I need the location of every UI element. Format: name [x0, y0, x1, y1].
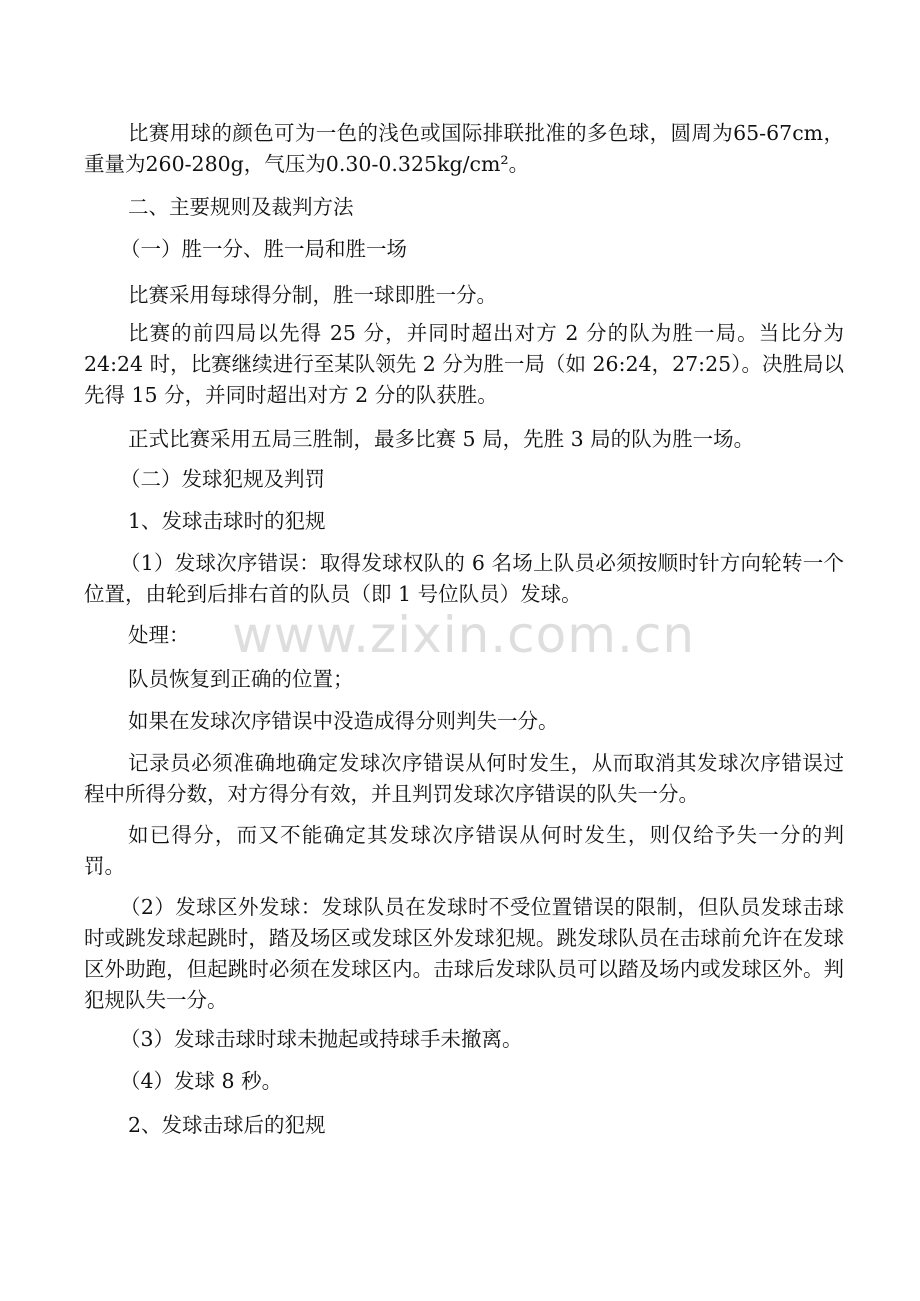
paragraph-eight-seconds: （4）发球 8 秒。 — [120, 1069, 283, 1093]
watermark: www.zixin.com.cn — [232, 606, 696, 664]
subsection-heading-service-faults: （二）发球犯规及判罚 — [120, 467, 325, 491]
paragraph-ball-spec: 比赛用球的颜色可为一色的浅色或国际排联批准的多色球，圆周为65-67cm，重量为260-280g，气压为0.30-0.325kg/cm²。 — [84, 121, 844, 176]
paragraph-service-order-error: （1）发球次序错误：取得发球权队的 6 名场上队员必须按顺时针方向轮转一个位置，由轮到后排右首的队员（即 1 号位队员）发球。 — [84, 551, 844, 606]
paragraph-scorer-duty: 记录员必须准确地确定发球次序错误从何时发生，从而取消其发球次序错误过程中所得分数，对方得分有效，并且判罚发球次序错误的队失一分。 — [84, 751, 844, 806]
paragraph-rally-point: 比赛采用每球得分制，胜一球即胜一分。 — [128, 283, 497, 307]
paragraph-match-rules: 正式比赛采用五局三胜制，最多比赛 5 局，先胜 3 局的队为胜一场。 — [128, 427, 755, 451]
paragraph-restore-position: 队员恢复到正确的位置； — [128, 667, 354, 691]
paragraph-serve-outside-zone: （2）发球区外发球：发球队员在发球时不受位置错误的限制，但队员发球击球时或跳发球起跳时，踏及场区或发球区外发球犯规。跳发球队员在击球前允许在发球区外助跑，但起跳时必须在发球区内。击球后发球队员可以踏及场内或发球区外。判犯规队失一分。 — [84, 895, 844, 1012]
section-heading-rules: 二、主要规则及裁判方法 — [128, 195, 354, 219]
paragraph-toss-fault: （3）发球击球时球未抛起或持球手未撤离。 — [120, 1027, 523, 1051]
paragraph-unknown-time: 如已得分，而又不能确定其发球次序错误从何时发生，则仅给予失一分的判罚。 — [84, 823, 844, 878]
paragraph-no-score-penalty: 如果在发球次序错误中没造成得分则判失一分。 — [128, 709, 559, 733]
heading-after-service-faults: 2、发球击球后的犯规 — [128, 1113, 326, 1137]
heading-service-hit-faults: 1、发球击球时的犯规 — [128, 509, 326, 533]
paragraph-handling-label: 处理： — [128, 623, 190, 647]
subsection-heading-scoring: （一）胜一分、胜一局和胜一场 — [120, 237, 407, 261]
paragraph-set-rules: 比赛的前四局以先得 25 分，并同时超出对方 2 分的队为胜一局。当比分为 24:24 时，比赛继续进行至某队领先 2 分为胜一局（如 26:24，27:25）。决胜局以先得 15 分，并同时超出对方 2 分的队获胜。 — [84, 321, 844, 407]
